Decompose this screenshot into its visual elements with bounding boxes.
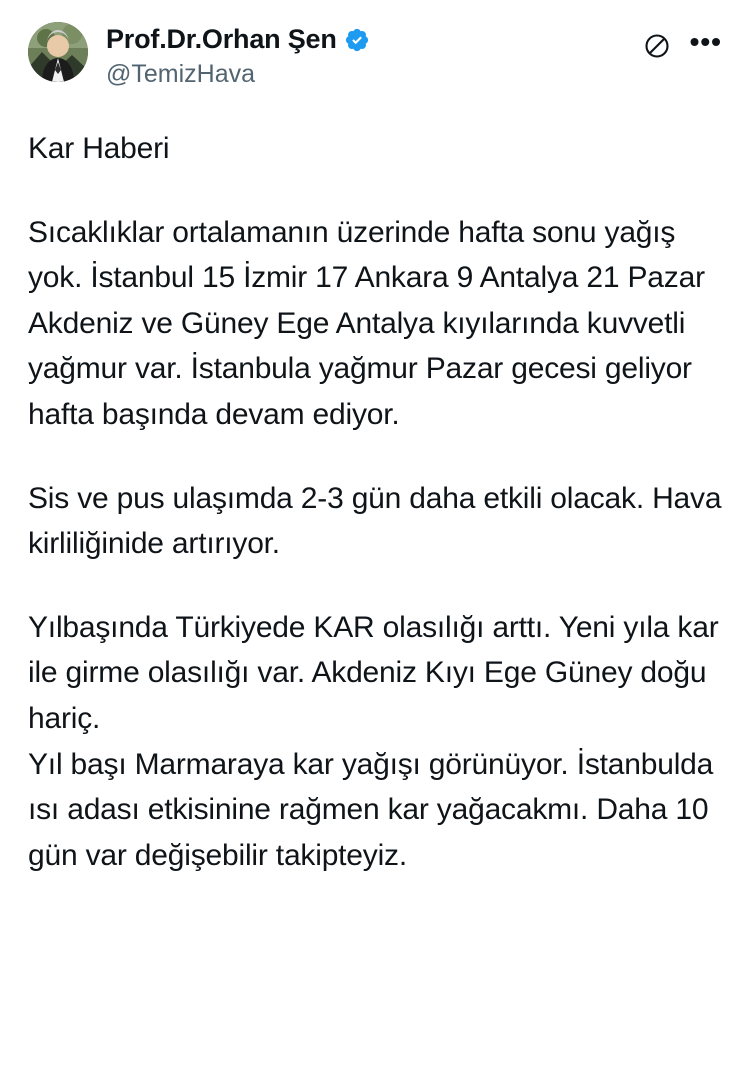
tweet-text [28, 126, 730, 878]
more-options-icon[interactable]: ••• [689, 26, 722, 57]
author-name-row [106, 24, 642, 55]
tweet-paragraph: Yılbaşında Türkiyede KAR olasılığı arttı. Yeni yıla kar ile girme olasılığı var. Akdeniz Kıyı Ege Güney doğu hariç. [28, 610, 727, 735]
tweet-paragraph: Sis ve pus ulaşımda 2-3 gün daha etkili olacak. Hava kirliliğinide artırıyor. [28, 481, 730, 561]
tweet-header [28, 22, 722, 98]
tweet-paragraph: Yıl başı Marmaraya kar yağışı görünüyor. İstanbulda ısı adası etkisinine rağmen kar yağacakmı. Daha 10 gün var değişebilir takipteyiz. [28, 747, 722, 872]
author-identity [106, 22, 642, 89]
tweet-paragraph: Kar Haberi [28, 132, 170, 165]
avatar[interactable] [28, 22, 88, 82]
author-display-name[interactable]: Prof.Dr.Orhan Şen [106, 24, 337, 54]
grok-actions-icon[interactable] [642, 31, 672, 61]
tweet-paragraph: Sıcaklıklar ortalamanın üzerinde hafta sonu yağış yok. İstanbul 15 İzmir 17 Ankara 9 Antalya 21 Pazar Akdeniz ve Güney Ege Antalya kıyılarında kuvvetli yağmur var. İstanbula yağmur Pazar gecesi geliyor hafta başında devam ediyor. [28, 215, 712, 431]
author-handle[interactable]: @TemizHava [106, 60, 256, 89]
verified-badge-icon [344, 27, 370, 53]
header-actions [642, 22, 722, 64]
